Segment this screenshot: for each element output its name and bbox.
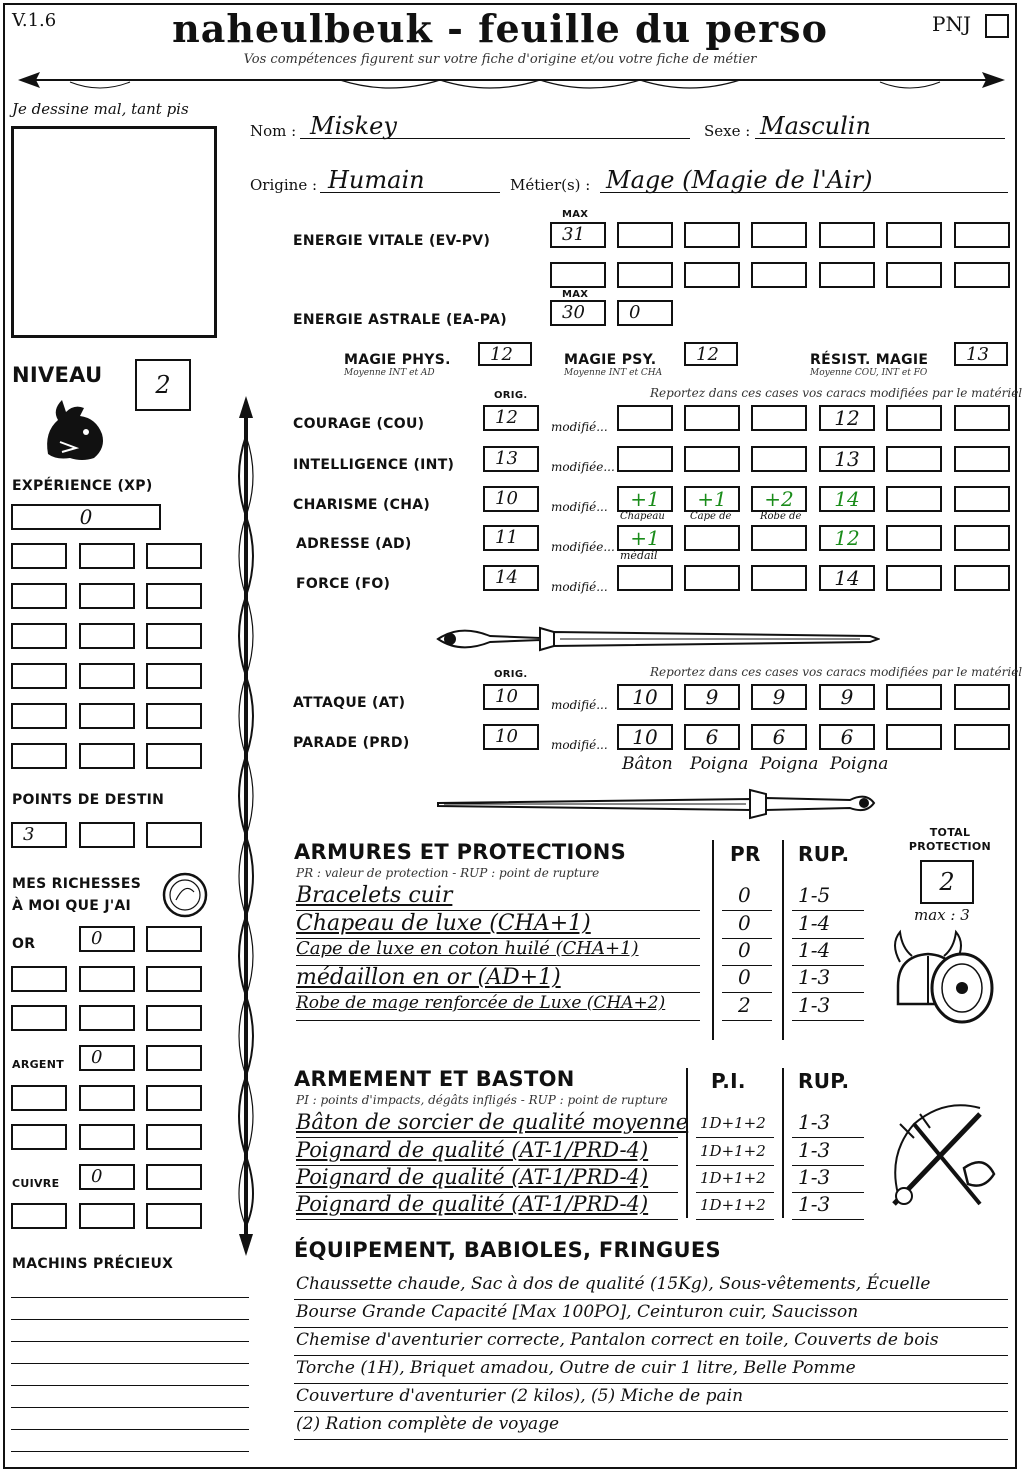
equipment-line-rule — [294, 1439, 1008, 1440]
int-final[interactable]: 13 — [819, 446, 875, 472]
argent-box[interactable] — [146, 1124, 202, 1150]
cha-final[interactable]: 14 — [819, 486, 875, 512]
niveau-value[interactable]: 2 — [135, 359, 191, 411]
weapon-row-rup[interactable]: 1-3 — [798, 1192, 831, 1216]
armor-row-rup[interactable]: 1-5 — [798, 883, 831, 907]
destin-box[interactable] — [79, 822, 135, 848]
argent-box[interactable] — [11, 1085, 67, 1111]
equipment-line[interactable]: Bourse Grande Capacité [Max 100PO], Ceinturon cuir, Saucisson — [296, 1302, 859, 1322]
int-mod-box[interactable] — [886, 446, 942, 472]
metier-label: Métier(s) : — [510, 176, 591, 194]
armor-row-line — [296, 1020, 700, 1021]
fo-mod-box[interactable] — [684, 565, 740, 591]
xp-label: EXPÉRIENCE (XP) — [12, 478, 153, 494]
weapons-col-rup: RUP. — [798, 1069, 850, 1093]
ad-modif-label: modifiée... — [551, 540, 615, 554]
sword-ornament — [430, 614, 880, 664]
spear-ornament-top — [10, 66, 1010, 100]
fo-mod-box[interactable] — [751, 565, 807, 591]
fo-final[interactable]: 14 — [819, 565, 875, 591]
weapon-row-rup[interactable]: 1-3 — [798, 1138, 831, 1162]
int-label: INTELLIGENCE (INT) — [293, 457, 455, 473]
ad-mod-box[interactable] — [886, 525, 942, 551]
armor-row-rup[interactable]: 1-4 — [798, 911, 831, 935]
ev-box[interactable] — [954, 262, 1010, 288]
weapon-row-name[interactable]: Poignard de qualité (AT-1/PRD-4) — [296, 1138, 649, 1162]
ev-box[interactable] — [886, 262, 942, 288]
portrait-caption: Je dessine mal, tant pis — [12, 100, 189, 118]
at-modif-label: modifié... — [551, 698, 608, 712]
weapon-row-name[interactable]: Poignard de qualité (AT-1/PRD-4) — [296, 1165, 649, 1189]
prd-weapon-value[interactable]: 6 — [751, 724, 807, 750]
weapon-row-line — [696, 1137, 774, 1138]
ev-max-value[interactable]: 31 — [550, 222, 606, 248]
prd-modif-label: modifié... — [551, 738, 608, 752]
at-weapon-value[interactable]: 9 — [684, 684, 740, 710]
cha-note-2: Cape de — [690, 511, 732, 522]
armor-col-pr: PR — [730, 842, 761, 866]
resist-magie-value[interactable]: 13 — [954, 342, 1008, 366]
magie-phys-value[interactable]: 12 — [478, 342, 532, 366]
armor-row-line — [722, 1020, 772, 1021]
fo-mod-box[interactable] — [617, 565, 673, 591]
ad-mod-box[interactable] — [684, 525, 740, 551]
cou-label: COURAGE (COU) — [293, 416, 425, 432]
armor-row-name[interactable]: médaillon en or (AD+1) — [296, 965, 561, 990]
weapon-name: Poigna — [830, 754, 889, 774]
ev-box[interactable] — [819, 222, 875, 248]
armor-col-rup: RUP. — [798, 842, 850, 866]
sexe-value[interactable]: Masculin — [760, 112, 871, 140]
xp-box[interactable] — [146, 743, 202, 769]
magie-psy-note: Moyenne INT et CHA — [564, 368, 663, 378]
fo-label: FORCE (FO) — [296, 576, 391, 592]
ev-label: ENERGIE VITALE (EV-PV) — [293, 233, 491, 249]
destin-label: POINTS DE DESTIN — [12, 792, 165, 808]
or-box[interactable] — [11, 1005, 67, 1031]
coin-icon — [160, 870, 210, 920]
armor-row-name[interactable]: Cape de luxe en coton huilé (CHA+1) — [296, 938, 639, 959]
max-protection-label: max : 3 — [914, 906, 970, 924]
xp-box[interactable] — [79, 743, 135, 769]
weapon-name: Poigna — [690, 754, 749, 774]
cha-mod-1[interactable]: +1 — [617, 486, 673, 512]
int-mod-box[interactable] — [684, 446, 740, 472]
nom-label: Nom : — [250, 122, 297, 140]
ev-box[interactable] — [751, 262, 807, 288]
cha-orig[interactable]: 10 — [483, 486, 539, 512]
weapons-title: ARMEMENT ET BASTON — [294, 1067, 575, 1091]
armor-divider — [712, 840, 714, 1040]
resist-magie-note: Moyenne COU, INT et FO — [810, 368, 928, 378]
magie-psy-value[interactable]: 12 — [684, 342, 738, 366]
ad-mod-box[interactable] — [751, 525, 807, 551]
xp-box[interactable] — [79, 583, 135, 609]
xp-box[interactable] — [146, 703, 202, 729]
at-label: ATTAQUE (AT) — [293, 695, 406, 711]
equipment-line[interactable]: Chemise d'aventurier correcte, Pantalon correct en toile, Couverts de bois — [296, 1330, 939, 1350]
pnj-label: PNJ — [932, 12, 971, 36]
fo-mod-box[interactable] — [886, 565, 942, 591]
machins-line[interactable] — [11, 1385, 249, 1386]
cou-mod-box[interactable] — [954, 405, 1010, 431]
ad-mod-box[interactable] — [954, 525, 1010, 551]
armor-divider — [782, 840, 784, 1040]
xp-box[interactable] — [79, 703, 135, 729]
machins-line[interactable] — [11, 1297, 249, 1298]
xp-box[interactable] — [11, 583, 67, 609]
richesses-label-2: À MOI QUE J'AI — [12, 898, 132, 914]
cou-mod-box[interactable] — [617, 405, 673, 431]
page-subtitle: Vos compétences figurent sur votre fiche d'origine et/ou votre fiche de métier — [243, 52, 757, 67]
cha-mod-box[interactable] — [886, 486, 942, 512]
or-box[interactable] — [79, 966, 135, 992]
equipment-line-rule — [294, 1355, 1008, 1356]
argent-box[interactable] — [11, 1124, 67, 1150]
weapon-name: Bâton — [622, 754, 673, 774]
or-box[interactable] — [146, 1005, 202, 1031]
armor-row-rup[interactable]: 1-3 — [798, 993, 831, 1017]
fo-mod-box[interactable] — [954, 565, 1010, 591]
equipment-line[interactable]: Chaussette chaude, Sac à dos de qualité (15Kg), Sous-vêtements, Écuelle — [296, 1274, 931, 1294]
cha-modif-label: modifié... — [551, 500, 608, 514]
ev-box[interactable] — [954, 222, 1010, 248]
argent-box[interactable] — [146, 1085, 202, 1111]
origine-underline — [320, 192, 500, 193]
cha-mod-box[interactable] — [954, 486, 1010, 512]
weapon-row-line — [696, 1192, 774, 1193]
machins-label: MACHINS PRÉCIEUX — [12, 1256, 174, 1272]
at-weapon-box[interactable] — [886, 684, 942, 710]
pnj-checkbox[interactable] — [985, 14, 1009, 38]
destin-box[interactable] — [146, 822, 202, 848]
ad-final[interactable]: 12 — [819, 525, 875, 551]
armor-row-rup[interactable]: 1-3 — [798, 965, 831, 989]
ad-orig[interactable]: 11 — [483, 525, 539, 551]
prd-weapon-value[interactable]: 6 — [819, 724, 875, 750]
xp-box[interactable] — [79, 663, 135, 689]
xp-value[interactable]: 0 — [11, 504, 161, 530]
prd-weapon-box[interactable] — [886, 724, 942, 750]
xp-box[interactable] — [11, 623, 67, 649]
report-note: Reportez dans ces cases vos caracs modifiées par le matériel — [650, 386, 1023, 400]
prd-label: PARADE (PRD) — [293, 735, 410, 751]
magie-psy-label: MAGIE PSY. — [564, 352, 657, 368]
argent-label: ARGENT — [12, 1058, 65, 1071]
int-modif-label: modifiée... — [551, 460, 615, 474]
ea-current-value[interactable]: 0 — [617, 300, 673, 326]
sexe-label: Sexe : — [704, 122, 751, 140]
cuivre-box[interactable] — [79, 1203, 135, 1229]
fo-modif-label: modifié... — [551, 580, 608, 594]
combat-orig-label: ORIG. — [494, 669, 528, 680]
machins-line[interactable] — [11, 1319, 249, 1320]
weapons-note: PI : points d'impacts, dégâts infligés - RUP : point de rupture — [296, 1093, 668, 1107]
armor-title: ARMURES ET PROTECTIONS — [294, 840, 627, 864]
ev-box[interactable] — [684, 262, 740, 288]
ev-box[interactable] — [684, 222, 740, 248]
or-box[interactable] — [79, 1005, 135, 1031]
argent-box[interactable] — [146, 1045, 202, 1071]
or-box[interactable] — [11, 966, 67, 992]
helmet-shield-icon — [888, 926, 998, 1026]
int-mod-box[interactable] — [617, 446, 673, 472]
combat-report-note: Reportez dans ces cases vos caracs modifiées par le matériel — [650, 665, 1023, 679]
equipment-line-rule — [294, 1411, 1008, 1412]
cha-mod-3[interactable]: +2 — [751, 486, 807, 512]
cou-mod-box[interactable] — [886, 405, 942, 431]
magie-phys-label: MAGIE PHYS. — [344, 352, 451, 368]
cou-mod-box[interactable] — [684, 405, 740, 431]
weapon-row-name[interactable]: Bâton de sorcier de qualité moyenne — [296, 1110, 689, 1134]
equipment-title: ÉQUIPEMENT, BABIOLES, FRINGUES — [294, 1238, 721, 1262]
total-protection-label: TOTAL PROTECTION — [908, 826, 992, 853]
crossed-weapons-icon — [884, 1094, 1000, 1214]
or-box[interactable] — [146, 926, 202, 952]
weapon-row-line — [696, 1219, 774, 1220]
weapon-row-line — [296, 1219, 678, 1220]
equipment-line[interactable]: Couverture d'aventurier (2 kilos), (5) Miche de pain — [296, 1386, 744, 1406]
at-weapon-value[interactable]: 10 — [617, 684, 673, 710]
ev-box[interactable] — [751, 222, 807, 248]
equipment-line[interactable]: (2) Ration complète de voyage — [296, 1414, 560, 1434]
portrait-box[interactable] — [11, 126, 217, 338]
xp-box[interactable] — [11, 703, 67, 729]
weapons-divider — [686, 1068, 688, 1218]
staff-ornament — [226, 396, 266, 1256]
sword-ornament — [430, 778, 880, 828]
dragon-icon — [40, 392, 110, 464]
equipment-line-rule — [294, 1327, 1008, 1328]
prd-weapon-box[interactable] — [954, 724, 1010, 750]
magie-phys-note: Moyenne INT et AD — [344, 368, 435, 378]
weapons-divider — [782, 1068, 784, 1218]
armor-row-rup[interactable]: 1-4 — [798, 938, 831, 962]
xp-box[interactable] — [146, 663, 202, 689]
prd-weapon-value[interactable]: 10 — [617, 724, 673, 750]
weapon-name: Poigna — [760, 754, 819, 774]
machins-line[interactable] — [11, 1451, 249, 1452]
at-weapon-value[interactable]: 9 — [751, 684, 807, 710]
weapons-col-pi: P.I. — [711, 1069, 746, 1093]
armor-row-pr[interactable]: 0 — [738, 911, 751, 935]
ea-max-value[interactable]: 30 — [550, 300, 606, 326]
fo-orig[interactable]: 14 — [483, 565, 539, 591]
int-orig[interactable]: 13 — [483, 446, 539, 472]
at-weapon-value[interactable]: 9 — [819, 684, 875, 710]
origine-value[interactable]: Humain — [328, 166, 425, 194]
ev-box[interactable] — [550, 262, 606, 288]
armor-note: PR : valeur de protection - RUP : point de rupture — [296, 866, 600, 880]
weapon-row-line — [792, 1219, 864, 1220]
equipment-line[interactable]: Torche (1H), Briquet amadou, Outre de cuir 1 litre, Belle Pomme — [296, 1358, 856, 1378]
niveau-label: NIVEAU — [12, 363, 103, 387]
richesses-label-1: MES RICHESSES — [12, 876, 142, 892]
ad-note-1: médail — [620, 549, 658, 562]
cuivre-box[interactable] — [146, 1203, 202, 1229]
machins-line[interactable] — [11, 1363, 249, 1364]
machins-line[interactable] — [11, 1429, 249, 1430]
xp-box[interactable] — [11, 663, 67, 689]
armor-row-name[interactable]: Bracelets cuir — [296, 883, 453, 908]
cuivre-box[interactable] — [11, 1203, 67, 1229]
int-mod-box[interactable] — [954, 446, 1010, 472]
xp-box[interactable] — [79, 543, 135, 569]
armor-row-pr[interactable]: 2 — [738, 993, 751, 1017]
xp-box[interactable] — [11, 543, 67, 569]
cou-orig[interactable]: 12 — [483, 405, 539, 431]
or-value[interactable]: 0 — [79, 926, 135, 952]
weapon-row-rup[interactable]: 1-3 — [798, 1165, 831, 1189]
ev-box[interactable] — [617, 222, 673, 248]
cuivre-label: CUIVRE — [12, 1177, 60, 1190]
int-mod-box[interactable] — [751, 446, 807, 472]
resist-magie-label: RÉSIST. MAGIE — [810, 352, 929, 368]
cha-label: CHARISME (CHA) — [293, 497, 431, 513]
weapon-row-pi[interactable]: 1D+1+2 — [700, 1142, 766, 1160]
weapon-row-pi[interactable]: 1D+1+2 — [700, 1169, 766, 1187]
equipment-line-rule — [294, 1383, 1008, 1384]
total-protection-value[interactable]: 2 — [920, 860, 974, 904]
orig-label: ORIG. — [494, 390, 528, 401]
metier-value[interactable]: Mage (Magie de l'Air) — [606, 166, 873, 194]
cha-note-3: Robe de — [760, 511, 802, 522]
xp-box[interactable] — [146, 543, 202, 569]
armor-row-name[interactable]: Chapeau de luxe (CHA+1) — [296, 911, 591, 936]
xp-box[interactable] — [11, 743, 67, 769]
xp-box[interactable] — [79, 623, 135, 649]
machins-line[interactable] — [11, 1407, 249, 1408]
cha-mod-2[interactable]: +1 — [684, 486, 740, 512]
argent-box[interactable] — [79, 1124, 135, 1150]
xp-box[interactable] — [146, 623, 202, 649]
weapon-row-name[interactable]: Poignard de qualité (AT-1/PRD-4) — [296, 1192, 649, 1216]
ad-label: ADRESSE (AD) — [296, 536, 412, 552]
cou-mod-box[interactable] — [751, 405, 807, 431]
argent-box[interactable] — [79, 1085, 135, 1111]
cou-modif-label: modifié... — [551, 420, 608, 434]
or-label: OR — [12, 936, 36, 952]
equipment-line-rule — [294, 1299, 1008, 1300]
sexe-underline — [755, 138, 1005, 139]
armor-row-pr[interactable]: 0 — [738, 965, 751, 989]
cuivre-box[interactable] — [146, 1164, 202, 1190]
destin-value[interactable]: 3 — [11, 822, 67, 848]
ev-box[interactable] — [617, 262, 673, 288]
weapon-row-line — [696, 1165, 774, 1166]
weapon-row-rup[interactable]: 1-3 — [798, 1110, 831, 1134]
or-box[interactable] — [146, 966, 202, 992]
cuivre-value[interactable]: 0 — [79, 1164, 135, 1190]
nom-underline — [300, 138, 690, 139]
version-label: V.1.6 — [12, 10, 57, 31]
ea-label: ENERGIE ASTRALE (EA-PA) — [293, 312, 507, 328]
prd-weapon-value[interactable]: 6 — [684, 724, 740, 750]
nom-value[interactable]: Miskey — [310, 112, 397, 140]
ad-mod-1[interactable]: +1 — [617, 525, 673, 551]
metier-underline — [600, 192, 1008, 193]
ea-max-label: MAX — [562, 289, 589, 300]
prd-orig[interactable]: 10 — [483, 724, 539, 750]
origine-label: Origine : — [250, 176, 318, 194]
armor-row-line — [792, 1020, 864, 1021]
at-weapon-box[interactable] — [954, 684, 1010, 710]
argent-value[interactable]: 0 — [79, 1045, 135, 1071]
cou-final[interactable]: 12 — [819, 405, 875, 431]
at-orig[interactable]: 10 — [483, 684, 539, 710]
weapon-row-pi[interactable]: 1D+1+2 — [700, 1196, 766, 1214]
page-title: naheulbeuk - feuille du perso — [172, 6, 828, 51]
weapon-row-pi[interactable]: 1D+1+2 — [700, 1114, 766, 1132]
machins-line[interactable] — [11, 1341, 249, 1342]
armor-row-pr[interactable]: 0 — [738, 883, 751, 907]
cha-note-1: Chapeau — [620, 511, 665, 522]
xp-box[interactable] — [146, 583, 202, 609]
armor-row-pr[interactable]: 0 — [738, 938, 751, 962]
ev-box[interactable] — [819, 262, 875, 288]
armor-row-name[interactable]: Robe de mage renforcée de Luxe (CHA+2) — [296, 993, 666, 1013]
ev-box[interactable] — [886, 222, 942, 248]
ev-max-label: MAX — [562, 209, 589, 220]
